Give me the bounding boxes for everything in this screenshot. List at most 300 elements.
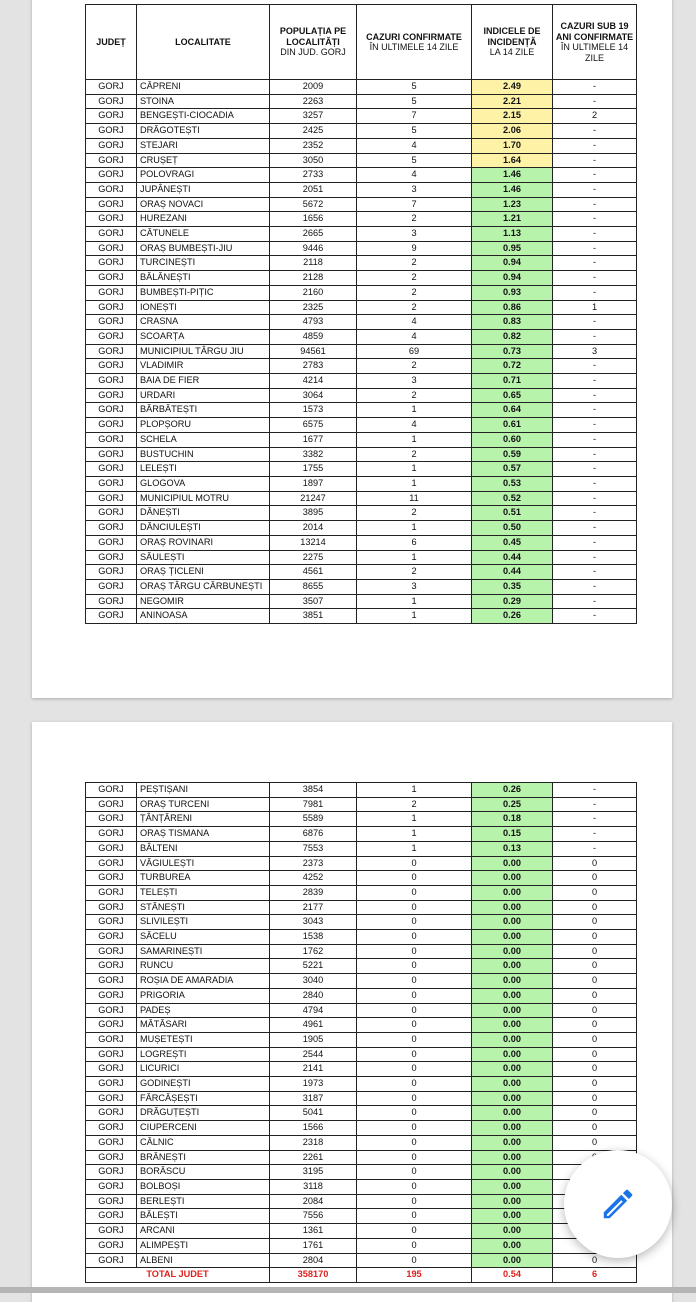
table-row (86, 212, 637, 227)
header-sub19-title: CAZURI SUB 19 ANI CONFIRMATE (555, 21, 634, 42)
cell-indice: 2.21 (472, 94, 553, 109)
cell-cazuri: 0 (357, 1253, 472, 1268)
cell-sub19: - (553, 212, 637, 227)
cell-cazuri: 0 (357, 1106, 472, 1121)
cell-indice: 0.00 (472, 1209, 553, 1224)
cell-indice: 0.26 (472, 783, 553, 798)
cell-cazuri: 0 (357, 1032, 472, 1047)
cell-cazuri: 2 (357, 506, 472, 521)
cell-cazuri: 7 (357, 197, 472, 212)
cell-indice: 0.00 (472, 1135, 553, 1150)
cell-judet: GORJ (86, 1165, 137, 1180)
table-row (86, 1135, 637, 1150)
cell-cazuri: 0 (357, 856, 472, 871)
cell-populatie: 1656 (270, 212, 357, 227)
cell-populatie: 3043 (270, 915, 357, 930)
incidence-table-page-1 (85, 4, 637, 624)
cell-indice: 0.53 (472, 476, 553, 491)
table-row (86, 797, 637, 812)
cell-populatie: 2352 (270, 138, 357, 153)
cell-populatie: 4561 (270, 565, 357, 580)
cell-sub19: - (553, 521, 637, 536)
cell-cazuri: 0 (357, 1194, 472, 1209)
cell-sub19: - (553, 550, 637, 565)
table-row (86, 521, 637, 536)
table-row (86, 885, 637, 900)
cell-indice: 0.00 (472, 1150, 553, 1165)
table-row (86, 227, 637, 242)
cell-populatie: 2733 (270, 168, 357, 183)
cell-populatie: 5221 (270, 959, 357, 974)
cell-judet: GORJ (86, 256, 137, 271)
cell-sub19: - (553, 138, 637, 153)
cell-populatie: 2261 (270, 1150, 357, 1165)
cell-judet: GORJ (86, 812, 137, 827)
cell-populatie: 2318 (270, 1135, 357, 1150)
cell-indice: 0.44 (472, 550, 553, 565)
cell-populatie: 2544 (270, 1047, 357, 1062)
cell-judet: GORJ (86, 447, 137, 462)
edit-fab-button[interactable] (564, 1150, 672, 1258)
cell-judet: GORJ (86, 476, 137, 491)
cell-sub19: 0 (553, 1047, 637, 1062)
cell-localitate: DRĂGUȚEȘTI (137, 1106, 270, 1121)
cell-cazuri: 2 (357, 359, 472, 374)
cell-localitate: CRASNA (137, 315, 270, 330)
cell-cazuri: 5 (357, 80, 472, 95)
cell-indice: 0.73 (472, 344, 553, 359)
total-indice: 0.54 (472, 1268, 553, 1283)
cell-localitate: BUMBEȘTI-PIȚIC (137, 285, 270, 300)
cell-cazuri: 0 (357, 885, 472, 900)
pencil-icon (599, 1185, 637, 1223)
cell-cazuri: 0 (357, 1091, 472, 1106)
cell-localitate: MUȘETEȘTI (137, 1032, 270, 1047)
cell-localitate: SLIVILEȘTI (137, 915, 270, 930)
table-row (86, 900, 637, 915)
cell-populatie: 4793 (270, 315, 357, 330)
cell-indice: 0.60 (472, 432, 553, 447)
cell-judet: GORJ (86, 609, 137, 624)
cell-sub19: - (553, 80, 637, 95)
cell-localitate: BÂLTENI (137, 841, 270, 856)
cell-localitate: BENGEȘTI-CIOCADIA (137, 109, 270, 124)
cell-indice: 0.51 (472, 506, 553, 521)
cell-sub19: - (553, 579, 637, 594)
cell-sub19: - (553, 432, 637, 447)
cell-cazuri: 0 (357, 900, 472, 915)
cell-judet: GORJ (86, 329, 137, 344)
cell-indice: 0.15 (472, 827, 553, 842)
table-row (86, 1077, 637, 1092)
cell-indice: 0.00 (472, 915, 553, 930)
cell-sub19: 2 (553, 109, 637, 124)
cell-judet: GORJ (86, 915, 137, 930)
cell-judet: GORJ (86, 315, 137, 330)
cell-judet: GORJ (86, 797, 137, 812)
cell-cazuri: 4 (357, 168, 472, 183)
cell-indice: 0.00 (472, 974, 553, 989)
cell-cazuri: 0 (357, 1135, 472, 1150)
cell-localitate: BĂRBĂTEȘTI (137, 403, 270, 418)
cell-indice: 1.23 (472, 197, 553, 212)
cell-localitate: CĂLNIC (137, 1135, 270, 1150)
cell-indice: 0.00 (472, 1194, 553, 1209)
cell-sub19: - (553, 329, 637, 344)
cell-indice: 0.00 (472, 1224, 553, 1239)
cell-indice: 0.00 (472, 1077, 553, 1092)
cell-sub19: - (553, 841, 637, 856)
cell-cazuri: 1 (357, 462, 472, 477)
cell-judet: GORJ (86, 212, 137, 227)
total-cazuri: 195 (357, 1268, 472, 1283)
cell-localitate: PLOPȘORU (137, 418, 270, 433)
cell-judet: GORJ (86, 1018, 137, 1033)
cell-sub19: - (553, 359, 637, 374)
cell-judet: GORJ (86, 227, 137, 242)
cell-localitate: POLOVRAGI (137, 168, 270, 183)
table-row (86, 94, 637, 109)
cell-indice: 1.46 (472, 182, 553, 197)
cell-cazuri: 1 (357, 550, 472, 565)
cell-cazuri: 0 (357, 1047, 472, 1062)
cell-localitate: ALBENI (137, 1253, 270, 1268)
cell-judet: GORJ (86, 1224, 137, 1239)
cell-indice: 1.70 (472, 138, 553, 153)
cell-judet: GORJ (86, 491, 137, 506)
cell-indice: 0.82 (472, 329, 553, 344)
cell-cazuri: 0 (357, 988, 472, 1003)
table-row (86, 241, 637, 256)
cell-judet: GORJ (86, 241, 137, 256)
cell-indice: 0.00 (472, 1091, 553, 1106)
cell-cazuri: 6 (357, 535, 472, 550)
cell-populatie: 2014 (270, 521, 357, 536)
table-row (86, 959, 637, 974)
cell-sub19: - (553, 594, 637, 609)
cell-judet: GORJ (86, 841, 137, 856)
cell-sub19: - (553, 565, 637, 580)
cell-indice: 0.00 (472, 1018, 553, 1033)
cell-judet: GORJ (86, 1062, 137, 1077)
cell-judet: GORJ (86, 856, 137, 871)
cell-localitate: CIUPERCENI (137, 1121, 270, 1136)
cell-localitate: TELEȘTI (137, 885, 270, 900)
header-populatie-title: POPULAȚIA PE LOCALITĂȚI (279, 26, 347, 47)
cell-cazuri: 0 (357, 1238, 472, 1253)
cell-populatie: 1762 (270, 944, 357, 959)
cell-indice: 0.26 (472, 609, 553, 624)
table-header-row (86, 5, 637, 80)
cell-judet: GORJ (86, 1150, 137, 1165)
cell-localitate: VĂGIULEȘTI (137, 856, 270, 871)
cell-cazuri: 5 (357, 124, 472, 139)
table-row (86, 915, 637, 930)
table-row (86, 1179, 637, 1194)
cell-populatie: 1973 (270, 1077, 357, 1092)
total-populatie: 358170 (270, 1268, 357, 1283)
cell-localitate: PADEȘ (137, 1003, 270, 1018)
cell-localitate: BĂLEȘTI (137, 1209, 270, 1224)
cell-sub19: 0 (553, 856, 637, 871)
cell-judet: GORJ (86, 418, 137, 433)
cell-localitate: JUPÂNEȘTI (137, 182, 270, 197)
bottom-bar (0, 1287, 696, 1293)
cell-sub19: 0 (553, 959, 637, 974)
cell-populatie: 1755 (270, 462, 357, 477)
cell-populatie: 5041 (270, 1106, 357, 1121)
cell-sub19: 0 (553, 1077, 637, 1092)
cell-cazuri: 0 (357, 1018, 472, 1033)
table-row (86, 506, 637, 521)
cell-populatie: 1677 (270, 432, 357, 447)
table-row (86, 168, 637, 183)
cell-cazuri: 2 (357, 388, 472, 403)
cell-judet: GORJ (86, 506, 137, 521)
table-row (86, 300, 637, 315)
cell-indice: 0.57 (472, 462, 553, 477)
cell-populatie: 21247 (270, 491, 357, 506)
cell-indice: 0.00 (472, 1032, 553, 1047)
cell-cazuri: 2 (357, 300, 472, 315)
table-row (86, 491, 637, 506)
cell-localitate: SĂULEȘTI (137, 550, 270, 565)
cell-judet: GORJ (86, 1077, 137, 1092)
cell-cazuri: 2 (357, 797, 472, 812)
cell-populatie: 1538 (270, 930, 357, 945)
cell-sub19: 0 (553, 1121, 637, 1136)
cell-judet: GORJ (86, 550, 137, 565)
cell-populatie: 2665 (270, 227, 357, 242)
table-row (86, 1224, 637, 1239)
cell-sub19: 0 (553, 1062, 637, 1077)
table-row (86, 856, 637, 871)
cell-indice: 0.25 (472, 797, 553, 812)
cell-sub19: - (553, 94, 637, 109)
table-row (86, 1047, 637, 1062)
cell-cazuri: 5 (357, 94, 472, 109)
cell-localitate: LICURICI (137, 1062, 270, 1077)
cell-judet: GORJ (86, 565, 137, 580)
table-row (86, 1209, 637, 1224)
cell-localitate: GLOGOVA (137, 476, 270, 491)
cell-sub19: - (553, 168, 637, 183)
table-row (86, 344, 637, 359)
cell-cazuri: 1 (357, 827, 472, 842)
cell-populatie: 2839 (270, 885, 357, 900)
cell-sub19: 0 (553, 944, 637, 959)
table-row (86, 1150, 637, 1165)
table-row (86, 1121, 637, 1136)
document-page-1 (32, 0, 672, 698)
cell-localitate: SCHELA (137, 432, 270, 447)
cell-cazuri: 7 (357, 109, 472, 124)
cell-cazuri: 2 (357, 565, 472, 580)
cell-indice: 0.13 (472, 841, 553, 856)
table-row (86, 374, 637, 389)
cell-populatie: 2325 (270, 300, 357, 315)
cell-populatie: 6575 (270, 418, 357, 433)
cell-indice: 0.29 (472, 594, 553, 609)
table-row (86, 841, 637, 856)
cell-cazuri: 0 (357, 1003, 472, 1018)
cell-indice: 0.00 (472, 1062, 553, 1077)
cell-localitate: GODINEȘTI (137, 1077, 270, 1092)
cell-cazuri: 1 (357, 812, 472, 827)
cell-sub19: 0 (553, 915, 637, 930)
table-row (86, 256, 637, 271)
cell-populatie: 2084 (270, 1194, 357, 1209)
cell-judet: GORJ (86, 403, 137, 418)
cell-localitate: NEGOMIR (137, 594, 270, 609)
cell-populatie: 2840 (270, 988, 357, 1003)
cell-cazuri: 2 (357, 285, 472, 300)
cell-localitate: ORAȘ NOVACI (137, 197, 270, 212)
cell-populatie: 4961 (270, 1018, 357, 1033)
cell-localitate: SCOARȚA (137, 329, 270, 344)
table-row (86, 1018, 637, 1033)
cell-localitate: SAMARINEȘTI (137, 944, 270, 959)
table-row (86, 594, 637, 609)
cell-sub19: - (553, 227, 637, 242)
cell-indice: 0.00 (472, 871, 553, 886)
cell-localitate: ALIMPEȘTI (137, 1238, 270, 1253)
cell-indice: 0.00 (472, 1179, 553, 1194)
cell-populatie: 2425 (270, 124, 357, 139)
cell-populatie: 4794 (270, 1003, 357, 1018)
cell-indice: 0.00 (472, 1238, 553, 1253)
table-row (86, 609, 637, 624)
cell-judet: GORJ (86, 182, 137, 197)
cell-sub19: 0 (553, 974, 637, 989)
cell-sub19: - (553, 241, 637, 256)
cell-indice: 0.83 (472, 315, 553, 330)
cell-sub19: - (553, 827, 637, 842)
cell-cazuri: 4 (357, 315, 472, 330)
cell-localitate: STOINA (137, 94, 270, 109)
cell-indice: 0.94 (472, 256, 553, 271)
cell-cazuri: 1 (357, 432, 472, 447)
cell-populatie: 2373 (270, 856, 357, 871)
cell-cazuri: 9 (357, 241, 472, 256)
cell-cazuri: 1 (357, 783, 472, 798)
cell-localitate: BRĂNEȘTI (137, 1150, 270, 1165)
cell-localitate: ORAȘ TURCENI (137, 797, 270, 812)
cell-cazuri: 0 (357, 1209, 472, 1224)
cell-localitate: ORAȘ TISMANA (137, 827, 270, 842)
cell-populatie: 3895 (270, 506, 357, 521)
cell-sub19: - (553, 285, 637, 300)
header-indice-sub: LA 14 ZILE (489, 47, 535, 58)
cell-indice: 1.64 (472, 153, 553, 168)
cell-indice: 0.95 (472, 241, 553, 256)
cell-sub19: 0 (553, 1003, 637, 1018)
cell-sub19: - (553, 535, 637, 550)
cell-populatie: 3382 (270, 447, 357, 462)
cell-localitate: ARCANI (137, 1224, 270, 1239)
cell-judet: GORJ (86, 974, 137, 989)
cell-judet: GORJ (86, 1121, 137, 1136)
table-row (86, 812, 637, 827)
cell-indice: 0.00 (472, 1106, 553, 1121)
cell-indice: 0.00 (472, 1165, 553, 1180)
cell-sub19: - (553, 506, 637, 521)
cell-localitate: BUSTUCHIN (137, 447, 270, 462)
table-row (86, 1253, 637, 1268)
cell-cazuri: 0 (357, 974, 472, 989)
cell-cazuri: 1 (357, 594, 472, 609)
cell-sub19: - (553, 271, 637, 286)
cell-sub19: - (553, 418, 637, 433)
cell-cazuri: 0 (357, 1150, 472, 1165)
cell-localitate: STEJARI (137, 138, 270, 153)
cell-cazuri: 2 (357, 447, 472, 462)
cell-populatie: 3040 (270, 974, 357, 989)
cell-populatie: 1761 (270, 1238, 357, 1253)
cell-indice: 0.71 (472, 374, 553, 389)
table-row (86, 974, 637, 989)
table-row (86, 550, 637, 565)
cell-localitate: BERLEȘTI (137, 1194, 270, 1209)
cell-populatie: 2275 (270, 550, 357, 565)
cell-populatie: 3854 (270, 783, 357, 798)
cell-populatie: 2128 (270, 271, 357, 286)
cell-populatie: 2009 (270, 80, 357, 95)
cell-populatie: 3064 (270, 388, 357, 403)
cell-sub19: - (553, 403, 637, 418)
header-localitate: LOCALITATE (137, 5, 270, 80)
cell-sub19: - (553, 491, 637, 506)
cell-judet: GORJ (86, 1003, 137, 1018)
cell-indice: 0.00 (472, 944, 553, 959)
cell-cazuri: 0 (357, 1179, 472, 1194)
cell-populatie: 3507 (270, 594, 357, 609)
cell-localitate: ROȘIA DE AMARADIA (137, 974, 270, 989)
cell-sub19: - (553, 315, 637, 330)
table-row (86, 418, 637, 433)
cell-indice: 0.00 (472, 885, 553, 900)
cell-localitate: BORĂSCU (137, 1165, 270, 1180)
cell-sub19: 3 (553, 344, 637, 359)
cell-populatie: 4859 (270, 329, 357, 344)
cell-populatie: 7556 (270, 1209, 357, 1224)
cell-sub19: - (553, 124, 637, 139)
table-row (86, 944, 637, 959)
cell-cazuri: 0 (357, 1077, 472, 1092)
header-cazuri-sub: ÎN ULTIMELE 14 ZILE (369, 42, 459, 52)
cell-sub19: 0 (553, 1032, 637, 1047)
cell-localitate: STĂNEȘTI (137, 900, 270, 915)
table-row (86, 1165, 637, 1180)
cell-indice: 0.00 (472, 988, 553, 1003)
header-sub19-sub: ÎN ULTIMELE 14 ZILE (560, 42, 629, 63)
cell-judet: GORJ (86, 1032, 137, 1047)
cell-populatie: 5672 (270, 197, 357, 212)
table-row (86, 1003, 637, 1018)
cell-judet: GORJ (86, 285, 137, 300)
cell-judet: GORJ (86, 300, 137, 315)
cell-indice: 1.13 (472, 227, 553, 242)
cell-populatie: 94561 (270, 344, 357, 359)
cell-indice: 0.00 (472, 930, 553, 945)
cell-populatie: 4252 (270, 871, 357, 886)
cell-judet: GORJ (86, 138, 137, 153)
cell-populatie: 9446 (270, 241, 357, 256)
cell-populatie: 6876 (270, 827, 357, 842)
cell-populatie: 1905 (270, 1032, 357, 1047)
cell-judet: GORJ (86, 944, 137, 959)
cell-judet: GORJ (86, 988, 137, 1003)
